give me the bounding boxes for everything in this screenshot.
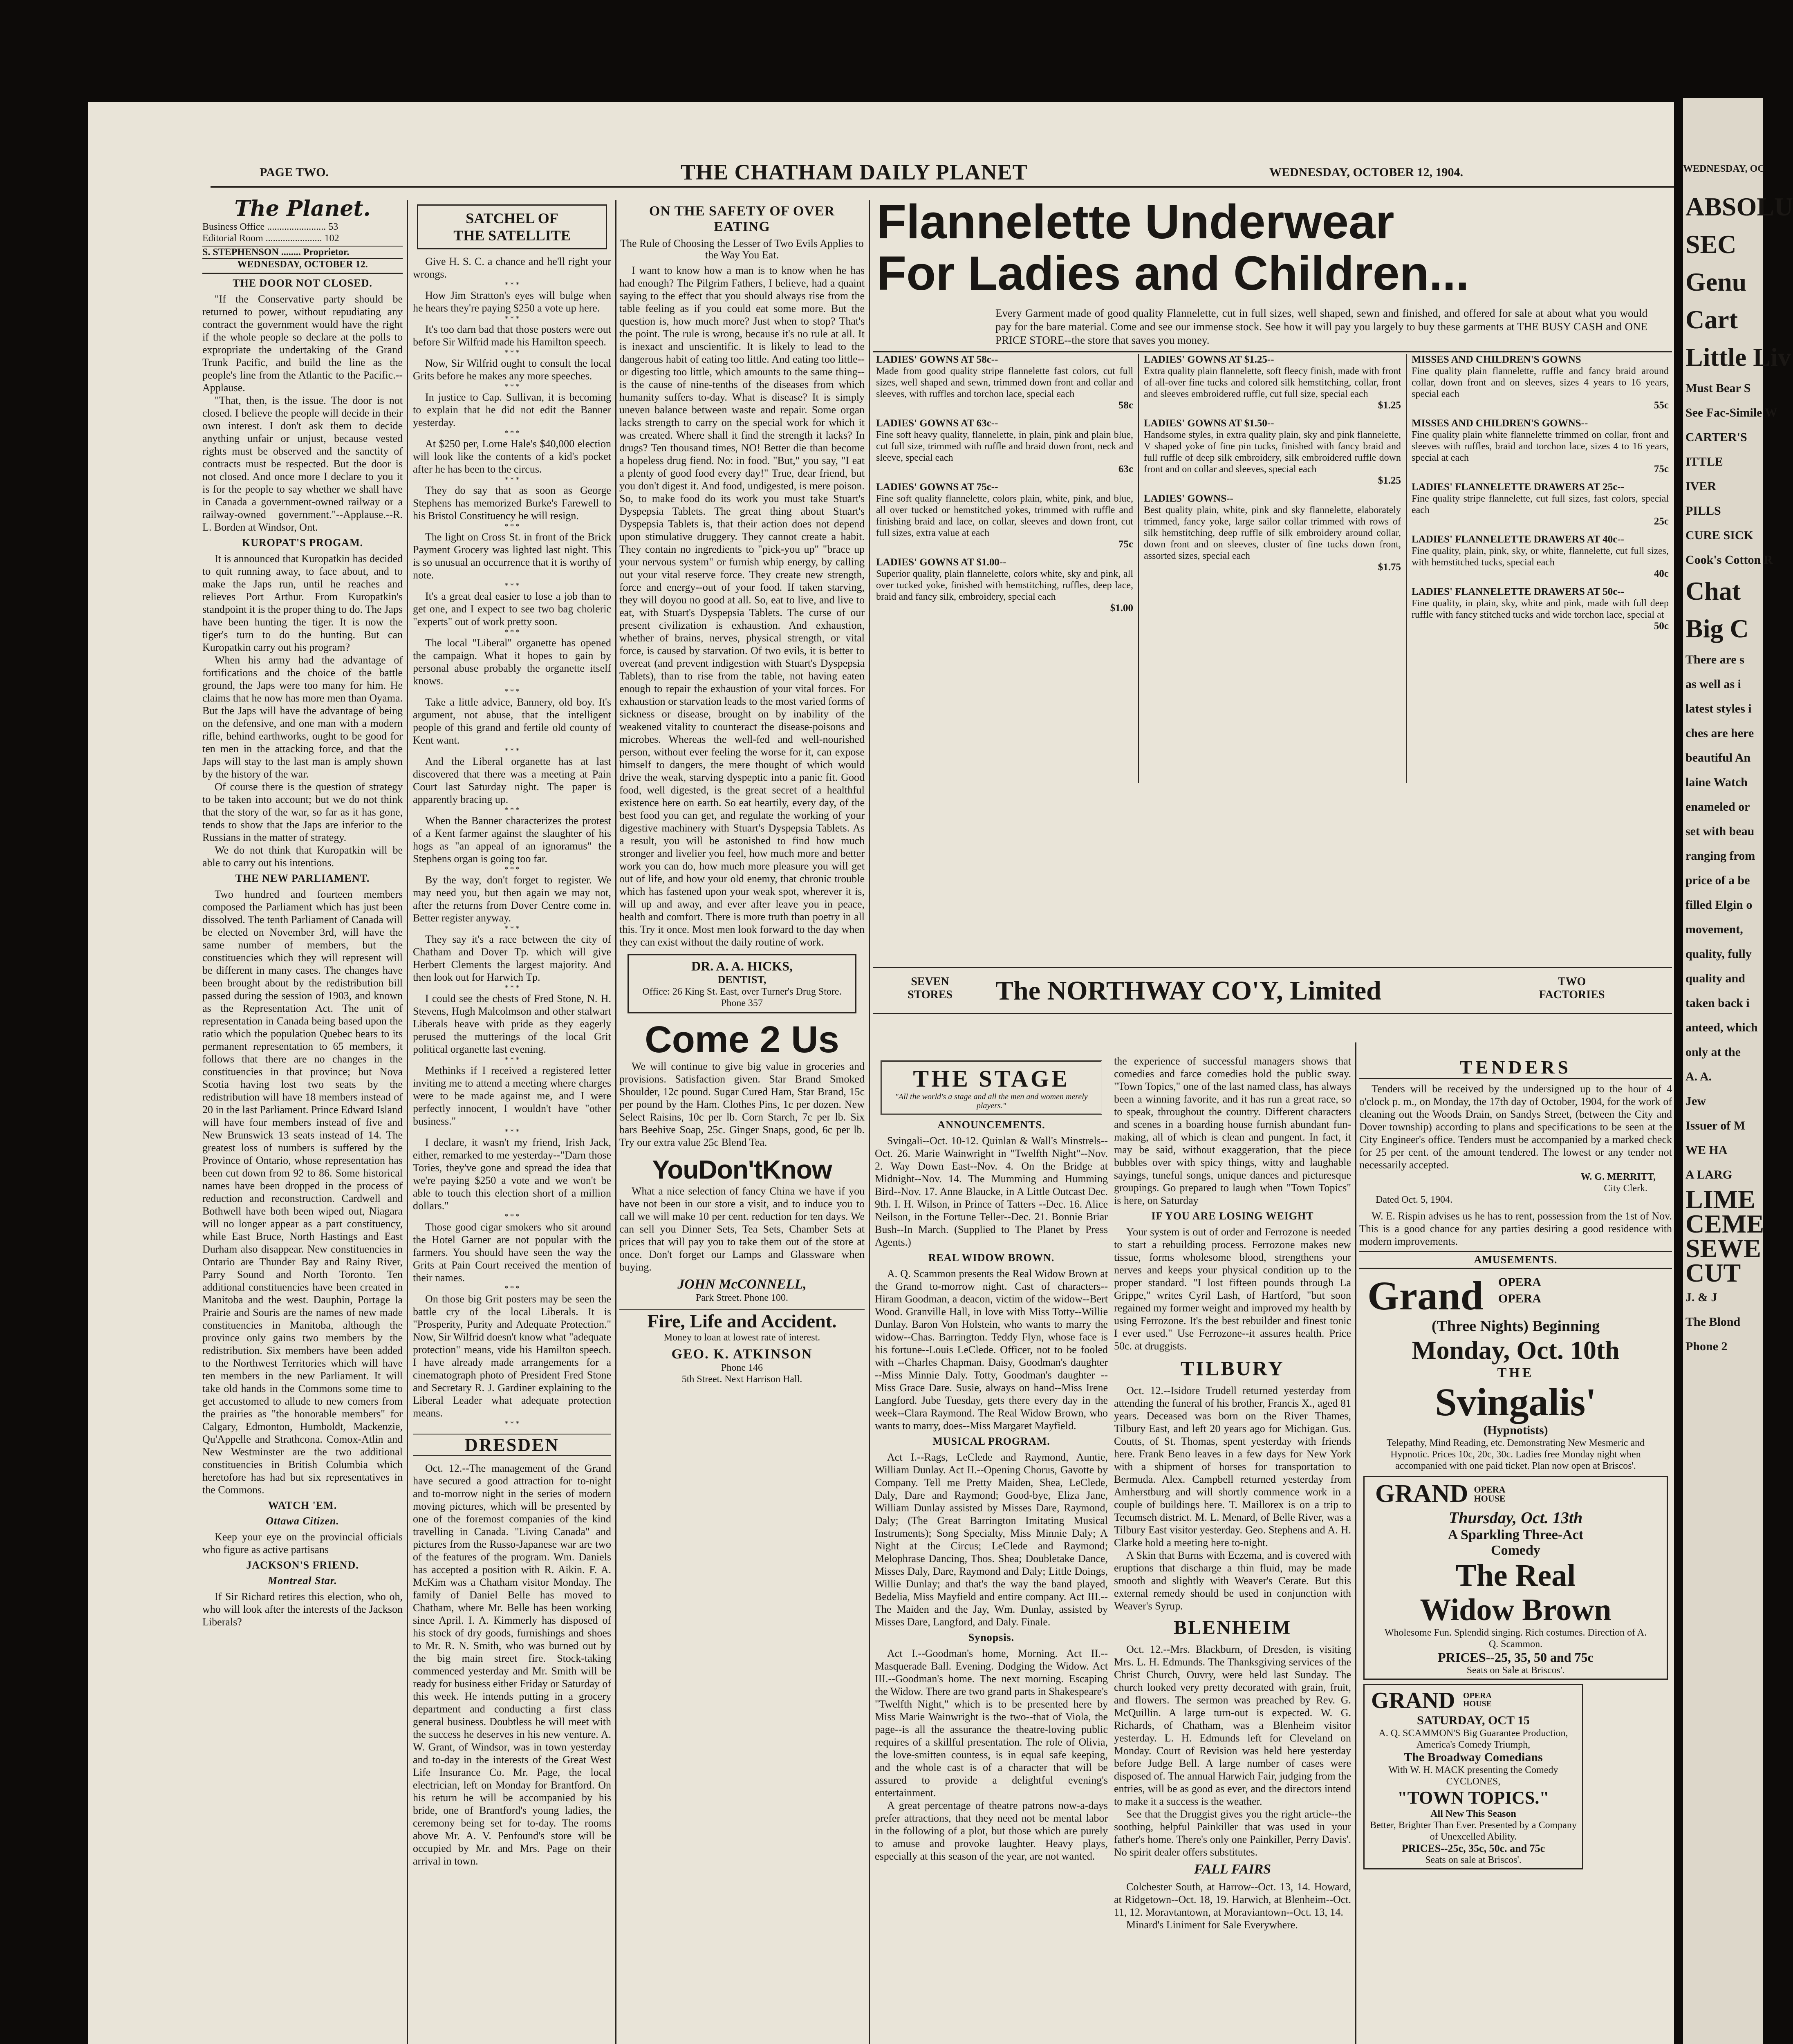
strip-line: WE HA xyxy=(1685,1143,1728,1157)
broadway-line: The Broadway Comedians xyxy=(1404,1750,1543,1764)
satchel-box xyxy=(417,204,607,249)
satchel-item: Give H. S. C. a chance and he'll right your wrongs. xyxy=(413,256,611,280)
separator-asterisks: * * * xyxy=(504,1419,520,1428)
satchel-item: When the Banner characterizes the protest of a Kent farmer against the slaughter of his hogs as "an appeal of an ignoramus" the Stephens organ is going too far. xyxy=(413,815,611,865)
safety-title: ON THE SAFETY OF OVER EATING xyxy=(649,204,835,234)
gown-item-desc: Fine quality, in plain, sky, white and pink, made with full deep ruffle with fancy stitched tucks and wide torchon lace, special at xyxy=(1412,598,1669,620)
opera-house: OPERA HOUSE xyxy=(1463,1691,1492,1708)
grand-word: GRAND xyxy=(1371,1688,1455,1713)
prices-line: PRICES--25, 35, 50 and 75c xyxy=(1438,1650,1594,1665)
satchel-item: Methinks if I received a registered letter inviting me to attend a meeting where charges were to be made against me, and I were perfectly innocent, I wouldn't have "other business." xyxy=(413,1065,611,1127)
strip-line: There are s xyxy=(1685,653,1744,666)
gown-item-title: LADIES' FLANNELETTE DRAWERS AT 50c-- xyxy=(1412,586,1625,597)
gown-item-price: 75c xyxy=(1654,464,1669,475)
widow-brown: Widow Brown xyxy=(1420,1593,1611,1627)
satchel-item: The light on Cross St. in front of the Brick Payment Grocery was lighted last night. This is so unusual an occurrence that it is worthy of note. xyxy=(413,531,611,581)
sparkling-line: A Sparkling Three-Act xyxy=(1448,1527,1584,1542)
gown-item-desc: Extra quality plain flannelette, soft fleecy finish, made with front of all-over fine tucks and colored silk hemstitching, collar, front and sleeves embroidered ruffle, cut full size, special each xyxy=(1144,366,1401,399)
gown-item-price: 40c xyxy=(1654,568,1669,579)
separator-asterisks: * * * xyxy=(504,581,520,589)
gown-item-desc: Fine soft quality flannelette, colors plain, white, pink, and blue, all over tucked or hemstitched yokes, trimmed with ruffle and finishing braid and lace, on collar, sleeves and down front, cut full sizes, extra value at each xyxy=(876,493,1133,538)
gown-item-title: LADIES' FLANNELETTE DRAWERS AT 25c-- xyxy=(1412,482,1625,493)
tenders-body: Tenders will be received by the undersigned up to the hour of 4 o'clock p. m., on Monday, the 17th day of October, 1904, for the work of cleaning out the Woods Drain, on Sandys Street, (between the City and Dover township) according to plans and specifications to be seen at the City Engineer's office. Tenders must be accompanied by a marked check for 25 per cent. of the amount tendered. The lowest or any tender not necessarily accepted. xyxy=(1359,1083,1672,1171)
strip-line: Must Bear S xyxy=(1685,381,1751,395)
separator-asterisks: * * * xyxy=(504,382,520,390)
flannelette-intro: Every Garment made of good quality Flannelette, cut in full sizes, well shaped, sewn and finished, and offered for sale at about what you would pay for the bare material. Come and see our immense stock. See how it will pay you largely to buy these garments at THE BUSY CASH and ONE PRICE STORE--the store that saves you money. xyxy=(995,307,1647,346)
satchel-item: Now, Sir Wilfrid ought to consult the local Grits before he makes any more speeches. xyxy=(413,357,611,382)
gown-item-title: LADIES' GOWNS AT $1.25-- xyxy=(1144,354,1274,365)
strip-line: SEWE xyxy=(1685,1234,1761,1263)
strip-line: quality, fully xyxy=(1685,947,1752,961)
safety-subtitle: The Rule of Choosing the Lesser of Two Evils Applies to the Way You Eat. xyxy=(620,238,864,261)
satchel-item: On those big Grit posters may be seen the battle cry of the local Liberals. It is "Prosperity, Purity and Adequate Protection." Now, Sir Wilfrid doesn't know what "adequate protection" means, vide his Hamilton speech. I have already made arrangements for a cinematograph photo of President Fred Stone and Secretary R. J. Gardiner explaining to the Liberal Leader what adequate protection means. xyxy=(413,1293,611,1419)
separator-asterisks: * * * xyxy=(504,984,520,992)
grand-ad-3 xyxy=(1363,1684,1583,1869)
blenheim-title: BLENHEIM xyxy=(1173,1617,1292,1638)
atkinson-phone: Phone 146 xyxy=(721,1363,763,1373)
synopsis-title: Synopsis. xyxy=(968,1632,1015,1643)
gown-item-price: $1.75 xyxy=(1378,562,1401,573)
gown-item-desc: Fine quality stripe flannelette, cut full sizes, fast colors, special each xyxy=(1412,493,1669,515)
tilbury-body: Oct. 12.--Isidore Trudell returned yesterday from attending the funeral of his brother, Francis X., aged 81 years. Deceased was born on the River Thames, Tilbury East, and left 20 years ago for Michigan. Gus. Coutts, of St. Thomas, spent yesterday with friends here. Frank Beno leaves in a few days for New York with a shipment of horses for transportation to Bermuda. Alex. Campbell returned yesterday from Amherstburg and will shortly commence work in a couple of buildings here. T. Maillorex is on a trip to Tecumseh district. M. L. Menard, of Belle River, was a Tilbury East visitor yesterday. Geo. Stephens and A. H. Clarke hold a meeting here to-night. xyxy=(1114,1385,1351,1549)
stage-title: THE STAGE xyxy=(913,1065,1070,1092)
gown-item-title: LADIES' GOWNS AT 58c-- xyxy=(876,354,998,365)
article-paragraph: We do not think that Kuropatkin will be able to carry out his intentions. xyxy=(202,844,403,869)
fall-fairs-title: FALL FAIRS xyxy=(1194,1862,1271,1877)
tenders-date: Dated Oct. 5, 1904. xyxy=(1376,1195,1452,1205)
column-rule xyxy=(1355,1042,1356,2044)
gown-item xyxy=(1144,418,1401,486)
grand-ad-2 xyxy=(1363,1476,1668,1680)
strip-line: anteed, which xyxy=(1685,1021,1758,1034)
strip-line: Chat xyxy=(1685,576,1741,605)
gown-item xyxy=(1412,354,1669,411)
satchel-item: In justice to Cap. Sullivan, it is becoming to explain that he did not edit the Banner yesterday. xyxy=(413,391,611,428)
strip-line: IVER xyxy=(1685,480,1717,493)
flannelette-ad xyxy=(873,196,1672,1022)
eczema-paragraph: A Skin that Burns with Eczema, and is covered with eruptions that discharge a thin fluid, may be made smooth and slightly with Weaver's Cerate. But this external remedy should be used in conjunction with Weaver's Syrup. xyxy=(1114,1549,1351,1612)
strip-lines xyxy=(1683,188,1793,1359)
musical-program-title: MUSICAL PROGRAM. xyxy=(932,1435,1050,1447)
the-real: The Real xyxy=(1455,1558,1576,1593)
strip-line: Cart xyxy=(1685,305,1738,334)
strip-line: Issuer of M xyxy=(1685,1119,1746,1132)
satchel-title: SATCHEL OF xyxy=(466,210,558,226)
announcements-title: ANNOUNCEMENTS. xyxy=(937,1119,1045,1131)
gown-item-title: LADIES' GOWNS AT 75c-- xyxy=(876,482,998,493)
gown-item-desc: Made from good quality stripe flannelette fast colors, cut full sizes, well shaped and sewn, trimmed down front and collar and sleeves, with ruffles and torchon lace, special each xyxy=(876,366,1133,399)
strip-line: J. & J xyxy=(1685,1291,1717,1304)
article-title: WATCH 'EM. xyxy=(268,1499,337,1511)
column-7 xyxy=(1359,1055,1672,2044)
satchel-item: At $250 per, Lorne Hale's $40,000 election will look like the contents of a kid's pocket after he has been to the circus. xyxy=(413,438,611,475)
fire-life-accident: Fire, Life and Accident. xyxy=(619,1309,865,1332)
mcconnell-address: Park Street. Phone 100. xyxy=(696,1293,788,1303)
strip-line: See Fac-Simile W xyxy=(1685,406,1777,419)
separator-asterisks: * * * xyxy=(504,1212,520,1220)
gown-item xyxy=(1144,354,1401,411)
gown-item xyxy=(876,418,1133,475)
gown-item xyxy=(876,482,1133,550)
gown-item-price: 50c xyxy=(1654,621,1669,632)
the-word: THE xyxy=(1497,1365,1534,1381)
tenders-title: TENDERS xyxy=(1359,1056,1672,1079)
strip-line: A. A. xyxy=(1685,1070,1712,1083)
strip-line: SEC xyxy=(1685,230,1737,259)
flannelette-subtitle: For Ladies and Children... xyxy=(877,247,1469,300)
gown-item-price: $1.25 xyxy=(1378,475,1401,486)
satchel-item: And the Liberal organette has at last discovered that there was a meeting at Pain Court last Saturday night. The paper is apparently bracing up. xyxy=(413,755,611,805)
gown-item-desc: Fine quality plain white flannelette trimmed on collar, front and sleeves with ruffles, braid and torchon lace, sizes 4 to 16 years, special at each xyxy=(1412,430,1669,463)
strip-line: taken back i xyxy=(1685,996,1750,1010)
strip-line: Big C xyxy=(1685,614,1749,643)
satchel-item: Those good cigar smokers who sit around the Hotel Garner are not popular with the farmers. You should have seen the way the Grits at Pain Court received the mention of their names. xyxy=(413,1221,611,1284)
strip-line: Little Liv xyxy=(1685,343,1791,372)
satchel-item: It's too darn bad that those posters were out before Sir Wilfrid made his Hamilton speech. xyxy=(413,323,611,348)
svengalis-name: Svingalis' xyxy=(1435,1380,1596,1424)
blenheim-body: Oct. 12.--Mrs. Blackburn, of Dresden, is visiting Mrs. L. H. Edmunds. The Thanksgiving services of the Christ Church, Ouvry, were held last Sunday. The church looked very pretty decorated with grain, fruit, and flowers. The sermon was preached by Rev. G. McQuillin. A large turn-out is expected. W. G. Richards, of Chatham, was a Blenheim visitor yesterday. L. H. Edmunds left for Cleveland on Monday. Court of Revision was held here yesterday before Judge Bell. A large number of cases were disposed of. The annual Harwich Fair, judging from the entries, will be as good as ever, and the directors intend to make it a success is the weather. xyxy=(1114,1643,1351,1807)
article-paragraph: If Sir Richard retires this election, who oh, who will look after the interests of the Jackson Liberals? xyxy=(202,1591,403,1628)
strip-line: CARTER'S xyxy=(1685,430,1747,444)
amusements-title: AMUSEMENTS. xyxy=(1359,1251,1672,1269)
planet-box xyxy=(202,196,403,274)
opera-word: OPERA xyxy=(1498,1292,1541,1305)
proprietor: S. STEPHENSON ........ Proprietor. xyxy=(202,246,403,258)
strip-line: PILLS xyxy=(1685,504,1721,518)
stage-column xyxy=(875,1059,1108,2044)
gown-item xyxy=(1412,418,1669,475)
minard-paragraph: Minard's Liniment for Sale Everywhere. xyxy=(1126,1919,1298,1931)
satchel-item: Take a little advice, Bannery, old boy. It's argument, not abuse, that the intelligent people of this grand and fertile old county of Kent want. xyxy=(413,696,611,746)
town-topics: "TOWN TOPICS." xyxy=(1397,1788,1549,1808)
strip-line: quality and xyxy=(1685,972,1745,985)
strip-line: Cook's Cotton R xyxy=(1685,553,1773,567)
separator-asterisks: * * * xyxy=(504,314,520,323)
separator-asterisks: * * * xyxy=(504,1284,520,1292)
grand-word: Grand xyxy=(1367,1273,1484,1318)
hicks-name: DR. A. A. HICKS, xyxy=(691,959,793,973)
northway-right: TWO FACTORIES xyxy=(1539,975,1605,1001)
strip-line: ABSOLU xyxy=(1685,192,1793,221)
thursday-date: Thursday, Oct. 13th xyxy=(1448,1508,1583,1527)
article-title: THE DOOR NOT CLOSED. xyxy=(233,277,372,289)
separator-asterisks: * * * xyxy=(504,628,520,636)
gown-item-title: LADIES' GOWNS AT $1.00-- xyxy=(876,557,1006,568)
strip-date: WEDNESDAY, OC xyxy=(1683,164,1765,174)
article-source: Ottawa Citizen. xyxy=(266,1515,339,1527)
gown-item-title: LADIES' FLANNELETTE DRAWERS AT 40c-- xyxy=(1412,534,1625,545)
seats-line-2: Seats on sale at Briscos'. xyxy=(1425,1855,1522,1865)
strip-line: set with beau xyxy=(1685,825,1755,838)
losing-weight-body: Your system is out of order and Ferrozone is needed to start a rebuilding process. Ferrozone makes new tissue, forms wholesome blood, strengthens your nerves and keeps your physical condition up to the proper standard. "I lost fifteen pounds through La Grippe," writes Cyril Lash, of Hartford, "but soon regained my former weight and improved my health by using Ferrozone. It's the best rebuilder and finest tonic I ever used." Use Ferrozone--it assures health. Price 50c. at druggists. xyxy=(1114,1226,1351,1352)
come2us-body: We will continue to give big value in groceries and provisions. Satisfaction given. Star Brand Smoked Shoulder, 12c pound. Sugar Cured Ham, Star Brand, 15c per pound by the Ham. Clothes Pins, 1c per dozen. New Select Raisins, 10c per lb. Corn Starch, 7c per lb. Six bars Beehive Soap, 25c. Ginger Snaps, good, 6c per lb. Try our extra value 25c Blend Tea. xyxy=(619,1060,865,1148)
article-paragraph: "If the Conservative party should be returned to power, without repudiating any contract the government would have the right if the whole people so declare at the polls to expropriate the undertaking of the Grand Trunk Pacific, and build the line as the people's line from the Atlantic to the Pacific.--Applause. xyxy=(202,293,403,394)
gown-item-title: LADIES' GOWNS AT $1.50-- xyxy=(1144,418,1274,429)
separator-asterisks: * * * xyxy=(504,522,520,530)
losing-weight-title: IF YOU ARE LOSING WEIGHT xyxy=(1151,1210,1314,1222)
gown-item xyxy=(1412,586,1669,632)
gown-item xyxy=(1412,482,1669,527)
strip-line: Phone 2 xyxy=(1685,1340,1728,1353)
widow-brown-body: A. Q. Scammon presents the Real Widow Brown at the Grand to-morrow night. Cast of characters-- Hiram Goodman, a deacon, victim of the widow--Bert Wood. Granville Hall, in love with Miss Totty--Willie Dunlay. Baron Von Holstein, who wants to marry the widow--Chas. Barrington. Teddy Flyn, whose face is his fortune--Louis LeClede. Officer, not to be fooled with --Charles Chapman. Daisy, Goodman's daughter --Miss Minnie Daly. Totty, Goodman's daughter --Miss Grace Dare. Susie, always on hand--Miss Irene Langford. Jube Tuesday, gets there every day in the week--Clara Raymond. The Real Widow Brown, who wants to marry, does--Miss Margaret Mayfield. xyxy=(875,1268,1108,1432)
gown-item-desc: Fine soft heavy quality, flannelette, in plain, pink and plain blue, cut full size, trimmed with ruffle and braid down front, neck and sleeve, special each xyxy=(876,430,1133,463)
atkinson-address: 5th Street. Next Harrison Hall. xyxy=(681,1374,802,1385)
page-label: PAGE TWO. xyxy=(260,166,329,179)
musical-program-body: Act I.--Rags, LeClede and Raymond, Auntie, William Dunlay. Act II.--Opening Chorus, Gavotte by Company. Tell me Pretty Maiden, Shea, LeClede, Daly, Dare and Raymond; Good-bye, Eliza Jane, William Dunlay assisted by Misses Dare, Raymond, Daly; (The Great Barrington Imitating Musical Instruments); Song Specialty, Miss Minnie Daly; A Night at the Circus; LeClede and Raymond; Melophrase Dancing, Thos. Shea; Doubletake Dance, Misses Daly, Dare, Raymond and Daly; Little Doings, Willie Dunlay; and that's the way the band played, Bedelia, Miss Mayfield and entire company. Act III.--The Maiden and the Jay, Wm. Dunlay, assisted by Misses Dare, Langford, and Daly. Finale. xyxy=(875,1451,1108,1628)
article-paragraph: Of course there is the question of strategy to be taken into account; but we do not think that the story of the war, so far as it has gone, tends to show that the Japs are inferior to the Russians in the matter of strategy. xyxy=(202,781,403,843)
separator-asterisks: * * * xyxy=(504,1127,520,1136)
satchel-paragraphs xyxy=(413,255,611,1428)
opera-word: OPERA xyxy=(1498,1275,1541,1289)
separator-asterisks: * * * xyxy=(504,475,520,484)
dresden-title: DRESDEN xyxy=(413,1434,611,1456)
grand-ad-1 xyxy=(1359,1272,1672,1472)
better-line: Better, Brighter Than Ever. Presented by a Company of Unexcelled Ability. xyxy=(1370,1820,1577,1842)
satchel-item: By the way, don't forget to register. We may need you, but then again we may not, after the returns from Dover Centre come in. Better register anyway. xyxy=(413,874,611,924)
satchel-item: They say it's a race between the city of Chatham and Dover Tp. which will give Herbert Clements the largest majority. And then look out for Harwich Tp. xyxy=(413,933,611,983)
strip-line: The Blond xyxy=(1685,1315,1741,1329)
column-3 xyxy=(619,200,865,2044)
strip-line: only at the xyxy=(1685,1045,1741,1059)
separator-asterisks: * * * xyxy=(504,865,520,873)
article-title: KUROPAT'S PROGAM. xyxy=(242,537,363,549)
three-nights: (Three Nights) Beginning xyxy=(1431,1318,1600,1335)
strip-line: as well as i xyxy=(1685,677,1741,691)
article-paragraph: "That, then, is the issue. The door is not closed. I believe the people will decide in their own interest. I don't ask them to decide anything unfair or unjust, because vested rights must be observed and the sanctity of contracts must be respected. But the door is not closed. And once more I declare to you it is for the people to say whether we shall have in Canada a government-owned railway or a railway-owned government."--Applause.--R. L. Borden at Windsor, Ont. xyxy=(202,394,403,533)
business-office: Business Office ........................ 53 xyxy=(202,222,338,232)
new-this-season: All New This Season xyxy=(1430,1809,1516,1819)
grand-word: GRAND xyxy=(1375,1480,1468,1508)
opera-house: OPERA HOUSE xyxy=(1474,1484,1506,1504)
editorial-room: Editorial Room ....................... 102 xyxy=(202,233,339,244)
satchel-item: The local "Liberal" organette has opened the campaign. What it hopes to gain by personal abuse probably the organette itself knows. xyxy=(413,637,611,687)
come2us-heading: Come 2 Us xyxy=(645,1019,839,1060)
strip-line: ranging from xyxy=(1685,849,1755,863)
separator-asterisks: * * * xyxy=(504,429,520,437)
fall-fairs-body: Colchester South, at Harrow--Oct. 13, 14. Howard, at Ridgetown--Oct. 18, 19. Harwich, at Blenheim--Oct. 11, 12. Moravtantown, at Moraviantown--Oct. 13, 14. xyxy=(1114,1881,1351,1918)
tilbury-title: TILBURY xyxy=(1180,1357,1285,1380)
article-paragraph: Keep your eye on the provincial officials who figure as active partisans xyxy=(202,1531,403,1555)
synopsis-body: Act I.--Goodman's home, Morning. Act II.--Masquerade Ball. Evening. Dodging the Widow. Act III.--Goodman's home. The next morning. Escaping the Widow. There are two grand parts in Shakespeare's "Twelfth Night," which is to be presented here by Miss Marie Wainwright is the two--that of Viola, the page--is all the assurance the theatre-loving public requires of a skillful presentation. The role of Olivia, the love-smitten countess, is in equal safe keeping, and the whole cast is of a character that will be assured to provide a delightful evening's entertainment. xyxy=(875,1647,1108,1799)
strip-line: filled Elgin o xyxy=(1685,898,1753,912)
seats-line: Seats on Sale at Briscos'. xyxy=(1466,1665,1565,1676)
strip-line: Genu xyxy=(1685,267,1747,296)
strip-line: Jew xyxy=(1685,1094,1706,1108)
separator-asterisks: * * * xyxy=(504,687,520,695)
gown-item-title: LADIES' GOWNS AT 63c-- xyxy=(876,418,998,429)
northway-left: SEVEN STORES xyxy=(908,975,953,1001)
newspaper-title: THE CHATHAM DAILY PLANET xyxy=(681,160,1028,184)
header-rule xyxy=(211,186,1674,188)
article-title: JACKSON'S FRIEND. xyxy=(246,1559,359,1571)
hicks-address: Office: 26 King St. East, over Turner's Drug Store. Phone 357 xyxy=(642,986,842,1009)
strip-line: ches are here xyxy=(1685,726,1754,740)
column-1 xyxy=(202,196,403,2044)
mack-line: With W. H. MACK presenting the Comedy CYCLONES, xyxy=(1388,1765,1558,1787)
youdontknow-heading: YouDon'tKnow xyxy=(652,1155,832,1184)
mcconnell-name: JOHN McCONNELL, xyxy=(677,1277,807,1292)
satchel-item: They do say that as soon as George Stephens has memorized Burke's Farewell to his Bristol Constituency he will resign. xyxy=(413,484,611,522)
strip-line: beautiful An xyxy=(1685,751,1751,764)
northway-banner xyxy=(873,967,1672,1014)
hypnotists-body: Telepathy, Mind Reading, etc. Demonstrating New Mesmeric and Hypnotic. Prices 10c, 20c, 30c. Ladies free Monday night when accompanied with one paid ticket. Plan now open at Briscos'. xyxy=(1386,1438,1645,1471)
stage-motto: "All the world's a stage and all the men and women merely players." xyxy=(895,1092,1088,1110)
gown-item xyxy=(1144,493,1401,573)
planet-date: WEDNESDAY, OCTOBER 12. xyxy=(202,258,403,270)
tenders-clerk: City Clerk. xyxy=(1604,1183,1647,1194)
northway-name: The NORTHWAY CO'Y, Limited xyxy=(995,976,1381,1006)
comedy-line: Comedy xyxy=(1491,1543,1540,1558)
gown-item-price: 75c xyxy=(1118,539,1133,550)
widow-brown-title: REAL WIDOW BROWN. xyxy=(928,1252,1055,1264)
strip-line: laine Watch xyxy=(1685,775,1748,789)
column-6 xyxy=(1114,1055,1351,2044)
article-paragraph: When his army had the advantage of fortifications and the choice of the battle ground, the Japs were too many for him. He claims that he now has more men than Oyama. But the Japs will have the advantage of being on the defensive, and one man with a modern rifle, behind earthworks, ought to be good for ten men in the attacking force, and that the Japs will stay to the last man is amply shown by the history of the war. xyxy=(202,654,403,780)
article-paragraph: Two hundred and fourteen members composed the Parliament which has just been dissolved. The tenth Parliament of Canada will be elected on November 3rd, will have the same number of members, but the constituencies which they will represent will be different in many cases. The changes have been brought about by the redistribution bill passed during the session of 1903, and known as the Representation Act. The unit of representation in Canada being based upon the ratio which the population Quebec bears to its permanent representation to 65 members, it follows that there are no changes in the constituencies in that province; but Nova Scotia having lost two seats by the redistribution will have 18 members instead of 20 in the last Parliament. Prince Edward Island will have four members instead of five and New Brunswick 13 seats instead of 14. The greatest loss of numbers is suffered by the Province of Ontario, whose representation has been cut down from 92 to 86. Some historical names have been dropped in the process of reduction and reconstruction. Cardwell and Bothwell have both been wiped out, Niagara will no longer appear as a part constituency, while East Bruce, North Hastings and East Durham also disappear. New constituencies in Ontario are Thunder Bay and Rainy River, Parry Sound and North Toronto. Ten additional constituencies have been created in Manitoba and the west. Dauphin, Portage la Prairie and Souris are the names of new made constituencies in Manitoba, although the province only gains two members by the redistribution. Six members have been added to the Northwest Territories which will have ten members in the new Parliament. It will take old hands in the Commons some time to get accustomed to allude to new comers from the prairies as "the honorable members" for Calgary, Edmonton, Humboldt, Mackenzie, Qu'Appelle and Strathcona. Comox-Atlin and New Westminster are the two additional constituencies in British Columbia which heretofore has had but six representatives in the Commons. xyxy=(202,888,403,1496)
column-rule xyxy=(869,200,870,2044)
money-to-loan: Money to loan at lowest rate of interest. xyxy=(663,1332,820,1343)
separator-asterisks: * * * xyxy=(504,746,520,755)
gown-item-price: 25c xyxy=(1654,516,1669,527)
gown-item-title: LADIES' GOWNS-- xyxy=(1144,493,1233,504)
header-date: WEDNESDAY, OCTOBER 12, 1904. xyxy=(1269,166,1464,179)
separator-asterisks: * * * xyxy=(504,924,520,932)
painkiller-paragraph: See that the Druggist gives you the right article--the soothing, helpful Painkiller that was used in your father's home. There's only one Painkiller, Perry Davis'. No spirit dealer offers substitutes. xyxy=(1114,1808,1351,1858)
rispin-notice: W. E. Rispin advises us he has to rent, possession from the 1st of Nov. This is a good chance for any parties desiring a good residence with modern improvements. xyxy=(1359,1210,1672,1247)
strip-line: movement, xyxy=(1685,923,1743,936)
wholesome-fun: Wholesome Fun. Splendid singing. Rich costumes. Direction of A. Q. Scammon. xyxy=(1384,1627,1647,1650)
separator-asterisks: * * * xyxy=(504,1056,520,1064)
prices-line-2: PRICES--25c, 35c, 50c. and 75c xyxy=(1401,1842,1545,1854)
monday-date: Monday, Oct. 10th xyxy=(1412,1336,1620,1365)
column-rule xyxy=(407,200,408,2044)
article-title: THE NEW PARLIAMENT. xyxy=(235,872,370,884)
town-topics-paragraph: the experience of successful managers shows that comedies and farce comedies hold the public sway. "Town Topics," one of the last named class, has always been a winning favorite, and it has run a great race, so to speak, throughout the country. Different characters and scenes in a boarding house furnish abundant fun-making, all of which is clean and pungent. In fact, it may be said, without exaggeration, that the piece bubbles over with spicy things, witty and laughable sayings, tuneful songs, unique dances and picturesque groupings. Go prepared to laugh when "Town Topics" is here, on Saturday xyxy=(1114,1055,1351,1206)
strip-line: CEME xyxy=(1685,1209,1764,1238)
gown-item-desc: Handsome styles, in extra quality plain, sky and pink flannelette, V shaped yoke of fine pin tucks, finished with fancy braid and full ruffle of deep silk embroidery, silk embroidered ruffle down front and on collar and sleeves, special each xyxy=(1144,430,1401,475)
gown-item xyxy=(876,557,1133,614)
youdontknow-body: What a nice selection of fancy China we have if you have not been in our store a visit, and to induce you to call we will make 10 per cent. reduction for ten days. We can sell you Dinner Sets, Tea Sets, Chamber Sets at prices that will pay you to take them out of the store at once. Don't forget our Lamps and Glassware when buying. xyxy=(619,1185,865,1273)
strip-line: latest styles i xyxy=(1685,702,1752,715)
gown-item-title: MISSES AND CHILDREN'S GOWNS-- xyxy=(1412,418,1588,429)
article-paragraph: It is announced that Kuropatkin has decided to quit running away, to face about, and to make the Japs run, until he reaches and relieves Port Arthur. From Kuropatkin's standpoint it is the proper thing to do. The Japs have been hunting the tiger. It is now the tiger's turn to do the hunting. But can Kuropatkin carry out his program? xyxy=(202,553,403,653)
strip-line: ITTLE xyxy=(1685,455,1723,468)
hicks-ad xyxy=(628,954,856,1013)
strip-line: enameled or xyxy=(1685,800,1750,814)
separator-asterisks: * * * xyxy=(504,348,520,356)
planet-title: The Planet. xyxy=(234,196,371,221)
column-2 xyxy=(413,200,611,2044)
gown-item-price: $1.00 xyxy=(1110,603,1133,614)
gown-item-desc: Best quality plain, white, pink and sky flannelette, elaborately trimmed, fancy yoke, large sailor collar trimmed with rows of silk hemstitching, deep ruffle of silk embroidery around collar, down front and on sleeves, cluster of fine tucks down front, assorted sizes, special each xyxy=(1144,505,1401,561)
gown-item-price: $1.25 xyxy=(1378,400,1401,411)
hypnotists: (Hypnotists) xyxy=(1483,1423,1548,1437)
gown-item-price: 63c xyxy=(1118,464,1133,475)
gown-item xyxy=(876,354,1133,411)
announcements-body: Svingali--Oct. 10-12. Quinlan & Wall's Minstrels--Oct. 26. Marie Wainwright in "Twelfth Night"--Nov. 2. Way Down East--Nov. 4. On the Bridge at Midnight--Nov. 14. The Mumming and Humming Bird--Nov. 17. Anne Blaucke, in A Little Outcast Dec. 9th. I. H. Wilson, in Prince of Tatters --Dec. 16. Alice Neilson, in the Fortune Teller--Dec. 21. Bonnie Briar Bush--In March. (Supplied to The Planet by Press Agents.) xyxy=(875,1135,1108,1248)
strip-line: CURE SICK xyxy=(1685,529,1753,542)
hicks-title: DENTIST, xyxy=(717,974,767,986)
gown-item-price: 55c xyxy=(1654,400,1669,411)
strip-line: LIME xyxy=(1685,1185,1755,1214)
satchel-item: I declare, it wasn't my friend, Irish Jack, either, remarked to me yesterday--"Darn those Tories, they've gone and spread the idea that we're paying $250 a vote and we won't be able to touch this election short of a million dollars." xyxy=(413,1136,611,1212)
stage-box xyxy=(881,1060,1102,1115)
article-source: Montreal Star. xyxy=(267,1575,338,1587)
theatre-paragraph: A great percentage of theatre patrons now-a-days prefer attractions, that they need not be mental labor in the following of a plot, but those which are purely to amuse and provoke laughter. Heavy plays, especially at this season of the year, are not wanted. xyxy=(875,1800,1108,1862)
adjacent-page-strip xyxy=(1683,98,1793,2044)
flannelette-title: Flannelette Underwear xyxy=(877,195,1394,249)
dresden-paragraph: Oct. 12.--The management of the Grand have secured a good attraction for to-night and to-morrow night in the series of modern moving pictures, which will be presented by one of the foremost companies of the kind travelling in Canada. "Living Canada" and pictures from the Russo-Japanese war are two of the features of the program. Wm. Daniels has accepted a position with R. Aikin. F. A. McKim was a Chatham visitor Monday. The family of Daniel Belle has moved to Chatham, where Mr. Belle has been working since April. I. A. Kimmerly has disposed of his stock of dry goods, furnishings and shoes to Mr. R. N. Smith, who was burned out by the big main street fire. Stock-taking commenced yesterday and Mr. Smith will be ready for business either Friday or Saturday of this week. He intends putting in a grocery department and conducting a first class general business. Doubtless he will meet with the success he deserves in his new venture. A. W. Grant, of Windsor, was in town yesterday and to-day in the interests of the Great West Life Insurance Co. Mr. Page, the local electrician, left on Monday for Brantford. On his return he will be accompanied by his bride, one of Brantford's young ladies, the ceremony being set for to-day. The rooms above Mr. A. V. Penfound's store will be occupied by Mr. and Mrs. Page on their arrival in town. xyxy=(413,1462,611,1867)
strip-line: CUT xyxy=(1685,1258,1741,1287)
newspaper-page xyxy=(88,102,1674,2044)
safety-body: I want to know how a man is to know when he has had enough? The Pilgrim Fathers, I believe, had a quaint saying to the effect that you should always rise from the table feeling as if you could eat some more. But the question is, how much more? Just when to stop? That's the point. The rule is wrong, because it's no rule at all. It is inexact and unscientific. It is likely to lead to the dangerous habit of eating too little. And eating too little--or digesting too little, which amounts to the same thing--is the cause of nine-tenths of the diseases from which humanity suffers to-day. What is disease? It is simply uneven balance between waste and repair. Some organ lacks strength to carry on the special work for which it was created. Where shall it find the strength it lacks? In drugs? Ten thousand times, NO! Better die than become a hopeless drug fiend. No: in food. "But," you say, "I eat a plenty of good food every day!" True, dear friend, but you don't digest it. And food, undigested, is mere poison. So, to make food do its work you must take Stuart's Dyspepsia Tablets. The great thing about Stuart's Dyspepsia Tablets is, that their action does not depend upon stimulative druggery. They cannot create a habit. They contain no ingredients to "pick-you up" "brace up your nervous system" or furnish whip energy, by calling out your vital reserve force. They create new strength, force and energy--out of your food. If taken starving, they will doyou no good at all. So, eat to live, and live to eat, with Stuart's Dyspepsia Tablets. The curse of our present civilization is exhaustion. And exhaustion, whether of brains, nerves, physical strength, or vital force, is caused by starvation. Of two evils, it is better to overeat (and prevent indigestion with Stuart's Dyspepsia Tablets), than to rise from the table, not having eaten enough to repair the exhaustion of your vital forces. For exhaustion or starvation leads to the most varied forms of sickness or disease, brought on by inability of the weakened vitality to counteract the disease-poisons and microbes. Whereas the well-fed and well-nourished person, without ever feeling the worse for it, can expose himself to dangers, the mere thought of which would drive the weak, starving dyspeptic into a panic fit. Good food, well digested, is the great secret of a healthful existence here on earth. So eat heartily, every day, of the best food you can get, and regulate the working of your digestive machinery with Stuart's Dyspepsia Tablets. As a result, you will be astonished to find how much stronger and livelier you feel, how much more and better work you can do, how much more pleasure you will get out of life, and how your old enemy, that chronic trouble which has fastened upon your weak spot, wherever it is, will up and away, and ever after leave you in peace, health and comfort. There is more truth than poetry in all this. Try it once. Most men look forward to the day when they can exist without the daily routine of work. xyxy=(619,264,865,948)
gown-item-price: 58c xyxy=(1118,400,1133,411)
gown-list xyxy=(873,354,1672,783)
strip-line: price of a be xyxy=(1685,874,1750,887)
gown-item-desc: Superior quality, plain flannelette, colors white, sky and pink, all over tucked yoke, finished with hemstitching, ruffles, deep lace, braid and fancy silk, embroidery, special each xyxy=(876,569,1133,602)
saturday-date: SATURDAY, OCT 15 xyxy=(1417,1714,1530,1727)
gown-item-desc: Fine quality plain flannelette, ruffle and fancy braid around collar, down front and on sleeves, sizes 4 years to 16 years, special each xyxy=(1412,366,1669,399)
scammon-line: A. Q. SCAMMON'S Big Guarantee Production, America's Comedy Triumph, xyxy=(1378,1728,1568,1750)
separator-asterisks: * * * xyxy=(504,280,520,289)
gown-item-title: MISSES AND CHILDREN'S GOWNS xyxy=(1412,354,1581,365)
column-rule xyxy=(615,200,616,2044)
gown-item xyxy=(1412,534,1669,580)
separator-asterisks: * * * xyxy=(504,806,520,814)
gown-item-desc: Fine quality, plain, pink, sky, or white, flannelette, cut full sizes, with hemstitched tucks, special each xyxy=(1412,546,1669,568)
strip-line: A LARG xyxy=(1685,1168,1732,1181)
satchel-item: It's a great deal easier to lose a job than to get one, and I expect to see two bag choleric "experts" out of work pretty soon. xyxy=(413,590,611,628)
satchel-item: I could see the chests of Fred Stone, N. H. Stevens, Hugh Malcolmson and other stalwart Liberals heave with pride as they eagerly perused the mutterings of the local Grit political organette last evening. xyxy=(413,993,611,1055)
atkinson-name: GEO. K. ATKINSON xyxy=(671,1347,813,1362)
tenders-signature: W. G. MERRITT, xyxy=(1580,1172,1656,1182)
satchel-title: THE SATELLITE xyxy=(453,227,571,244)
satchel-item: How Jim Stratton's eyes will bulge when he hears they're paying $250 a vote up here. xyxy=(413,289,611,314)
